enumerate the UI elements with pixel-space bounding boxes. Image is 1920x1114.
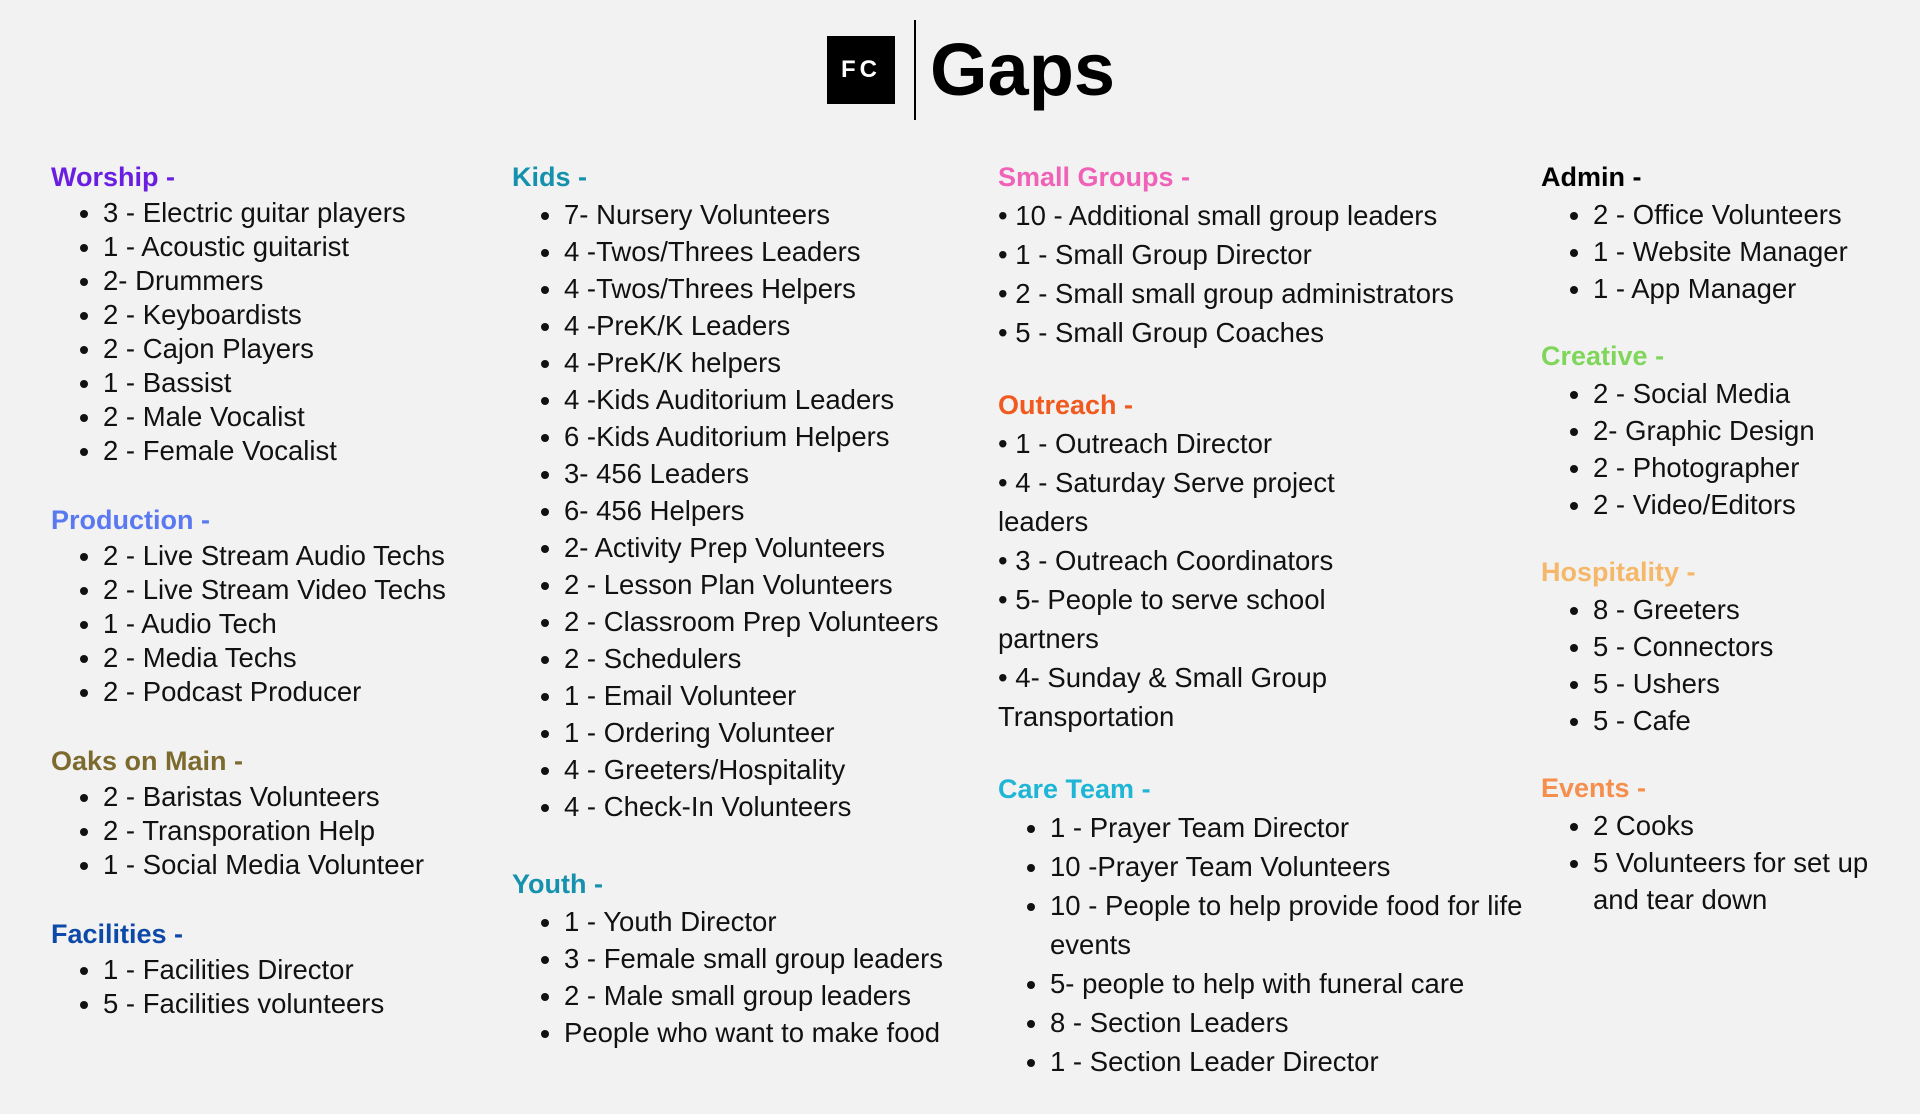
header (0, 20, 1920, 120)
list-item: • 1 - Youth Director (564, 903, 1002, 940)
item-list (1541, 375, 1911, 523)
section-outreach (998, 386, 1538, 736)
list-item: • 1 - Section Leader Director (1050, 1042, 1540, 1081)
list-item: • 2 - Female Vocalist (103, 434, 491, 468)
list-item: • 2 - Social Media (1593, 375, 1911, 412)
section-title: Small Groups - (998, 162, 1191, 192)
section-title: Care Team - (998, 774, 1151, 804)
item-list (1541, 807, 1893, 918)
list-item: • 5 - Ushers (1593, 665, 1911, 702)
section-title: Hospitality - (1541, 557, 1696, 587)
section-title: Worship - (51, 162, 175, 192)
list-item: • 10 - Additional small group leaders (998, 196, 1538, 235)
list-item: • 6- 456 Helpers (564, 492, 1002, 529)
list-item: • 2 - Video/Editors (1593, 486, 1911, 523)
list-item: • 10 -Prayer Team Volunteers (1050, 847, 1540, 886)
list-item: • 2 - Live Stream Audio Techs (103, 539, 491, 573)
section-title: Youth - (512, 869, 603, 899)
list-item: • 2 - Male Vocalist (103, 400, 491, 434)
list-item: • People who want to make food (564, 1014, 1002, 1051)
list-item: • 2 - Baristas Volunteers (103, 780, 491, 814)
list-item: • 4- Sunday & Small Group Transportation (998, 658, 1418, 736)
section-youth (512, 865, 1002, 1051)
section-title: Kids - (512, 162, 588, 192)
list-item: • 1 - Acoustic guitarist (103, 230, 491, 264)
item-list (998, 196, 1538, 352)
column-3 (998, 158, 1538, 1114)
item-list (51, 953, 491, 1021)
list-item: • 5 - Facilities volunteers (103, 987, 491, 1021)
list-item: • 2 - Transporation Help (103, 814, 491, 848)
list-item: • 5 - Connectors (1593, 628, 1911, 665)
item-list (51, 780, 491, 882)
list-item: • 1 - Social Media Volunteer (103, 848, 491, 882)
list-item: • 4 - Saturday Serve project leaders (998, 463, 1418, 541)
list-item: • 2 - Male small group leaders (564, 977, 1002, 1014)
list-item: • 3 - Female small group leaders (564, 940, 1002, 977)
section-hospitality (1541, 553, 1911, 739)
list-item: • 2 - Podcast Producer (103, 675, 491, 709)
list-item: • 3- 456 Leaders (564, 455, 1002, 492)
list-item: • 2 - Classroom Prep Volunteers (564, 603, 1002, 640)
section-title: Production - (51, 505, 210, 535)
logo-divider (914, 20, 916, 120)
list-item: • 1 - Bassist (103, 366, 491, 400)
list-item: • 5- People to serve school partners (998, 580, 1418, 658)
section-facilities (51, 915, 491, 1021)
section-events (1541, 769, 1911, 918)
list-item: • 4 -PreK/K Leaders (564, 307, 1002, 344)
logo-text: FC (841, 56, 881, 83)
list-item: • 4 -Twos/Threes Helpers (564, 270, 1002, 307)
list-item: • 4 - Greeters/Hospitality (564, 751, 1002, 788)
list-item: • 2 - Cajon Players (103, 332, 491, 366)
list-item: • 2 Cooks (1593, 807, 1893, 844)
list-item: • 1 - Prayer Team Director (1050, 808, 1540, 847)
list-item: • 2 - Schedulers (564, 640, 1002, 677)
list-item: • 2 - Media Techs (103, 641, 491, 675)
list-item: • 4 -Twos/Threes Leaders (564, 233, 1002, 270)
list-item: • 1 - Facilities Director (103, 953, 491, 987)
list-item: • 7- Nursery Volunteers (564, 196, 1002, 233)
list-item: • 2 - Keyboardists (103, 298, 491, 332)
list-item: • 2 - Small small group administrators (998, 274, 1538, 313)
item-list (51, 196, 491, 468)
section-creative (1541, 337, 1911, 523)
list-item: • 10 - People to help provide food for life events (1050, 886, 1540, 964)
list-item: • 1 - Small Group Director (998, 235, 1538, 274)
column-4 (1541, 158, 1911, 951)
list-item: • 1 - Audio Tech (103, 607, 491, 641)
item-list (998, 808, 1540, 1081)
item-list (998, 424, 1418, 736)
column-2 (512, 158, 1002, 1084)
section-admin (1541, 158, 1911, 307)
column-1 (51, 158, 491, 1054)
list-item: • 6 -Kids Auditorium Helpers (564, 418, 1002, 455)
list-item: • 1 - Website Manager (1593, 233, 1911, 270)
list-item: • 2- Graphic Design (1593, 412, 1911, 449)
section-small-groups (998, 158, 1538, 352)
list-item: • 1 - Email Volunteer (564, 677, 1002, 714)
list-item: • 4 -PreK/K helpers (564, 344, 1002, 381)
section-title: Oaks on Main - (51, 746, 244, 776)
list-item: • 2 - Lesson Plan Volunteers (564, 566, 1002, 603)
list-item: • 4 - Check-In Volunteers (564, 788, 1002, 825)
section-oaks-on-main (51, 742, 491, 882)
item-list (1541, 196, 1911, 307)
list-item: • 3 - Electric guitar players (103, 196, 491, 230)
list-item: • 8 - Section Leaders (1050, 1003, 1540, 1042)
fc-logo (827, 36, 895, 104)
list-item: • 5 - Small Group Coaches (998, 313, 1538, 352)
section-title: Events - (1541, 773, 1647, 803)
section-title: Admin - (1541, 162, 1642, 192)
list-item: • 2- Activity Prep Volunteers (564, 529, 1002, 566)
item-list (512, 903, 1002, 1051)
list-item: • 2 - Live Stream Video Techs (103, 573, 491, 607)
section-worship (51, 158, 491, 468)
item-list (512, 196, 1002, 825)
item-list (51, 539, 491, 709)
list-item: • 4 -Kids Auditorium Leaders (564, 381, 1002, 418)
list-item: • 2- Drummers (103, 264, 491, 298)
section-care-team (998, 770, 1538, 1081)
list-item: • 2 - Office Volunteers (1593, 196, 1911, 233)
section-production (51, 501, 491, 709)
list-item: • 1 - Outreach Director (998, 424, 1418, 463)
section-title: Outreach - (998, 390, 1134, 420)
list-item: • 5 Volunteers for set up and tear down (1593, 844, 1893, 918)
list-item: • 5 - Cafe (1593, 702, 1911, 739)
section-title: Facilities - (51, 919, 184, 949)
list-item: • 8 - Greeters (1593, 591, 1911, 628)
list-item: • 1 - Ordering Volunteer (564, 714, 1002, 751)
list-item: • 3 - Outreach Coordinators (998, 541, 1418, 580)
list-item: • 2 - Photographer (1593, 449, 1911, 486)
list-item: • 5- people to help with funeral care (1050, 964, 1540, 1003)
section-kids (512, 158, 1002, 825)
item-list (1541, 591, 1911, 739)
list-item: • 1 - App Manager (1593, 270, 1911, 307)
page-title: Gaps (930, 28, 1116, 111)
section-title: Creative - (1541, 341, 1665, 371)
